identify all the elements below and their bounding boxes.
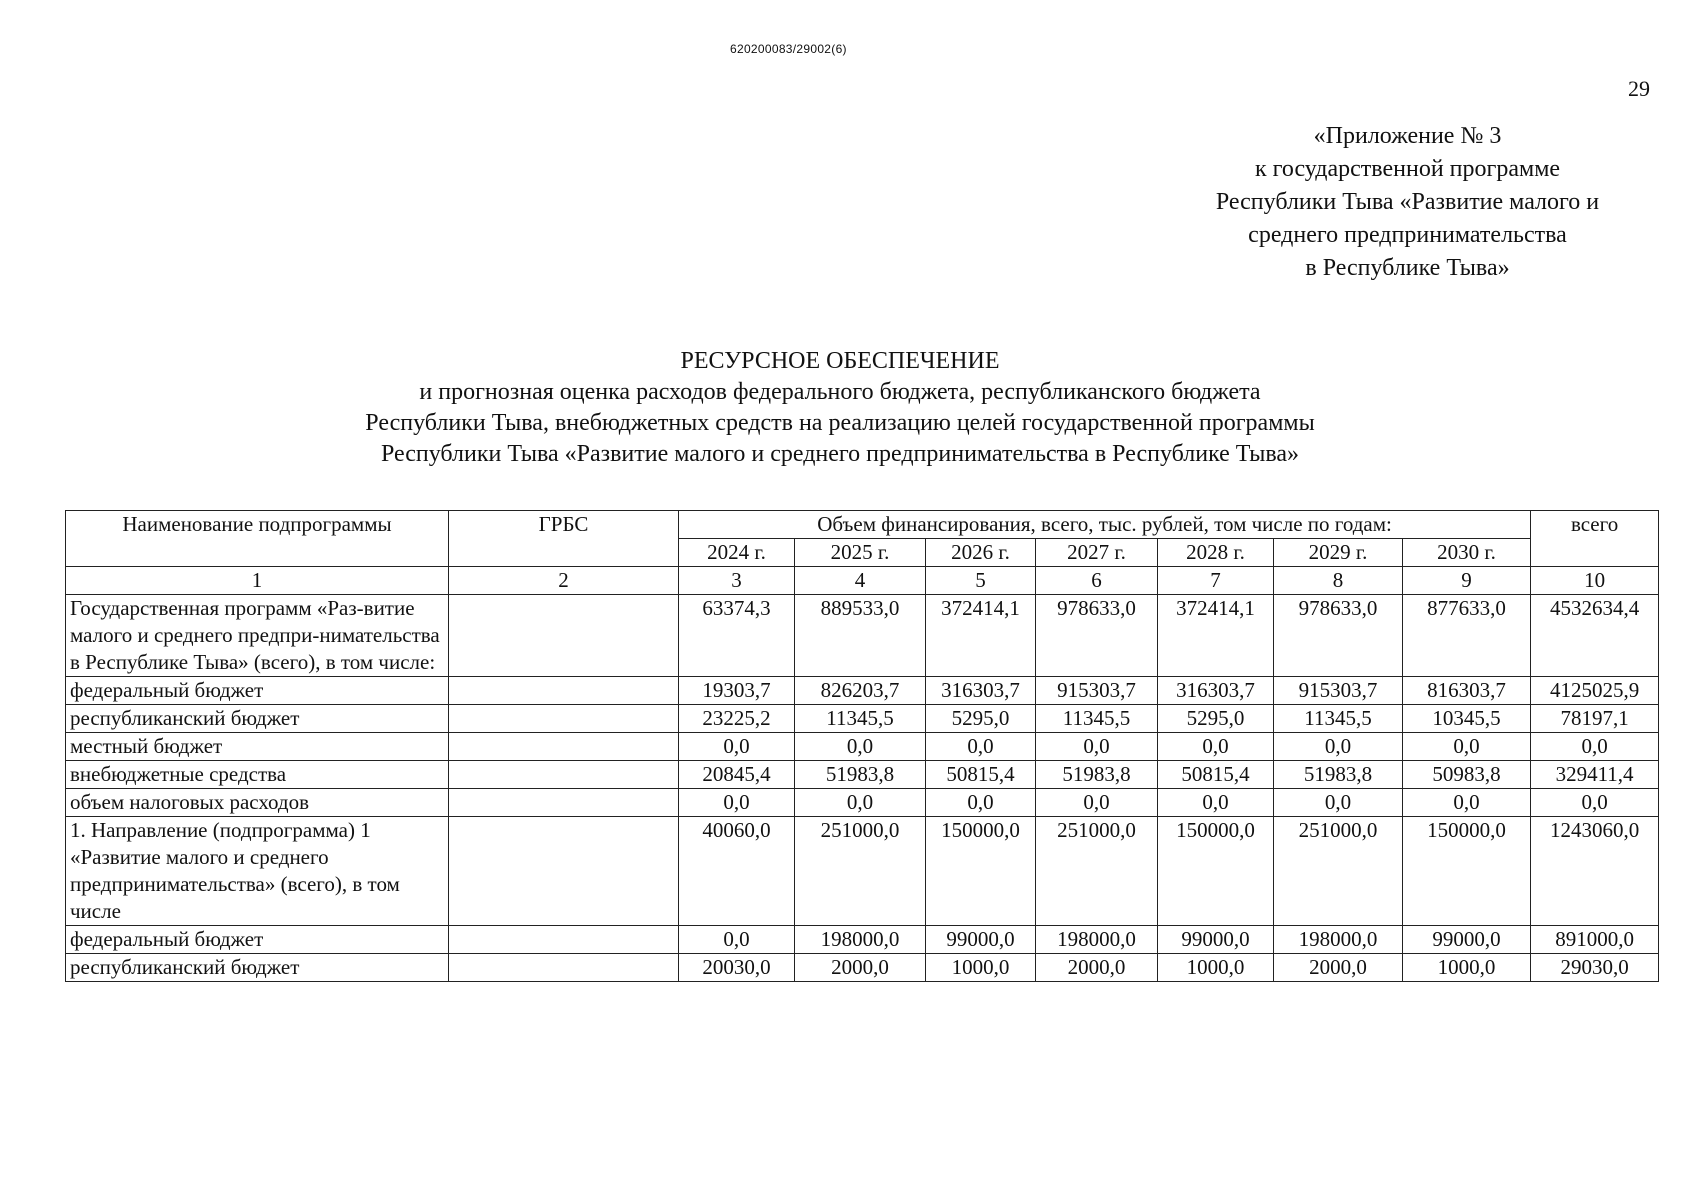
row-value: 0,0	[1158, 789, 1274, 817]
row-value: 1000,0	[1403, 954, 1531, 982]
column-index: 7	[1158, 567, 1274, 595]
row-value: 0,0	[926, 733, 1036, 761]
header-grbs: ГРБС	[449, 511, 679, 567]
table-row	[66, 761, 1659, 789]
row-value: 150000,0	[1158, 817, 1274, 926]
row-total: 78197,1	[1531, 705, 1659, 733]
page-number: 29	[1628, 76, 1650, 101]
row-value: 0,0	[1158, 733, 1274, 761]
row-total: 4125025,9	[1531, 677, 1659, 705]
row-grbs	[449, 817, 679, 926]
row-total: 1243060,0	[1531, 817, 1659, 926]
row-grbs	[449, 761, 679, 789]
row-total: 0,0	[1531, 733, 1659, 761]
row-value: 50983,8	[1403, 761, 1531, 789]
title-heading: РЕСУРСНОЕ ОБЕСПЕЧЕНИЕ	[680, 348, 1000, 374]
header-total: всего	[1531, 511, 1659, 567]
row-total: 29030,0	[1531, 954, 1659, 982]
row-value: 0,0	[1274, 789, 1403, 817]
row-value: 251000,0	[795, 817, 926, 926]
header-year: 2028 г.	[1158, 539, 1274, 567]
header-year: 2027 г.	[1036, 539, 1158, 567]
row-name: федеральный бюджет	[66, 677, 449, 705]
row-value: 251000,0	[1274, 817, 1403, 926]
row-value: 316303,7	[926, 677, 1036, 705]
row-name: федеральный бюджет	[66, 926, 449, 954]
row-value: 40060,0	[679, 817, 795, 926]
table-row	[66, 954, 1659, 982]
row-value: 978633,0	[1274, 595, 1403, 677]
row-value: 0,0	[1036, 733, 1158, 761]
header-year: 2026 г.	[926, 539, 1036, 567]
row-name: республиканский бюджет	[66, 705, 449, 733]
row-value: 915303,7	[1274, 677, 1403, 705]
row-value: 2000,0	[795, 954, 926, 982]
row-value: 198000,0	[795, 926, 926, 954]
table-row	[66, 595, 1659, 677]
row-total: 0,0	[1531, 789, 1659, 817]
appendix-line: к государственной программе	[1254, 156, 1561, 182]
title-line: Республики Тыва «Развитие малого и среднего предпринимательства в Республике Тыва»	[380, 441, 1300, 467]
header-year: 2025 г.	[795, 539, 926, 567]
row-value: 826203,7	[795, 677, 926, 705]
column-index-row	[66, 567, 1659, 595]
row-grbs	[449, 595, 679, 677]
row-value: 889533,0	[795, 595, 926, 677]
row-value: 0,0	[679, 926, 795, 954]
row-value: 372414,1	[1158, 595, 1274, 677]
row-value: 198000,0	[1036, 926, 1158, 954]
row-value: 0,0	[1036, 789, 1158, 817]
row-value: 0,0	[926, 789, 1036, 817]
row-value: 11345,5	[1036, 705, 1158, 733]
row-value: 877633,0	[1403, 595, 1531, 677]
column-index: 5	[926, 567, 1036, 595]
row-value: 0,0	[795, 733, 926, 761]
row-value: 19303,7	[679, 677, 795, 705]
row-total: 329411,4	[1531, 761, 1659, 789]
row-value: 10345,5	[1403, 705, 1531, 733]
row-grbs	[449, 677, 679, 705]
row-value: 0,0	[679, 789, 795, 817]
row-value: 23225,2	[679, 705, 795, 733]
appendix-header	[1185, 120, 1630, 285]
row-value: 51983,8	[1036, 761, 1158, 789]
row-grbs	[449, 926, 679, 954]
row-name: местный бюджет	[66, 733, 449, 761]
row-value: 816303,7	[1403, 677, 1531, 705]
column-index: 2	[449, 567, 679, 595]
row-name: внебюджетные средства	[66, 761, 449, 789]
header-year: 2024 г.	[679, 539, 795, 567]
column-index: 8	[1274, 567, 1403, 595]
row-value: 99000,0	[1158, 926, 1274, 954]
row-name: объем налоговых расходов	[66, 789, 449, 817]
row-grbs	[449, 733, 679, 761]
column-index: 9	[1403, 567, 1531, 595]
document-title	[190, 346, 1490, 470]
column-index: 10	[1531, 567, 1659, 595]
appendix-line: среднего предпринимательства	[1248, 222, 1567, 248]
appendix-line: в Республике Тыва»	[1305, 255, 1510, 281]
row-value: 1000,0	[926, 954, 1036, 982]
row-value: 150000,0	[926, 817, 1036, 926]
row-value: 978633,0	[1036, 595, 1158, 677]
row-value: 50815,4	[926, 761, 1036, 789]
row-total: 891000,0	[1531, 926, 1659, 954]
table-row	[66, 677, 1659, 705]
row-value: 63374,3	[679, 595, 795, 677]
row-grbs	[449, 954, 679, 982]
row-grbs	[449, 705, 679, 733]
row-value: 0,0	[1274, 733, 1403, 761]
header-name: Наименование подпрограммы	[66, 511, 449, 567]
row-value: 0,0	[795, 789, 926, 817]
row-value: 50815,4	[1158, 761, 1274, 789]
appendix-line: Республики Тыва «Развитие малого и	[1215, 189, 1600, 215]
row-value: 0,0	[1403, 789, 1531, 817]
row-value: 20030,0	[679, 954, 795, 982]
table-row	[66, 733, 1659, 761]
header-year: 2029 г.	[1274, 539, 1403, 567]
table-row	[66, 705, 1659, 733]
header-year: 2030 г.	[1403, 539, 1531, 567]
column-index: 1	[66, 567, 449, 595]
row-value: 0,0	[1403, 733, 1531, 761]
row-value: 2000,0	[1274, 954, 1403, 982]
row-value: 198000,0	[1274, 926, 1403, 954]
row-name: Государственная программ «Раз-витие малого и среднего предпри-нимательства в Республике Тыва» (всего), в том числе:	[66, 595, 449, 677]
row-value: 51983,8	[1274, 761, 1403, 789]
row-value: 20845,4	[679, 761, 795, 789]
row-value: 0,0	[679, 733, 795, 761]
table-row	[66, 926, 1659, 954]
appendix-line: «Приложение № 3	[1313, 123, 1502, 149]
table-row	[66, 817, 1659, 926]
document-id: 620200083/29002(6)	[730, 42, 847, 56]
row-grbs	[449, 789, 679, 817]
title-line: и прогнозная оценка расходов федерального бюджета, республиканского бюджета	[419, 379, 1261, 405]
row-name: республиканский бюджет	[66, 954, 449, 982]
row-total: 4532634,4	[1531, 595, 1659, 677]
row-value: 316303,7	[1158, 677, 1274, 705]
row-value: 251000,0	[1036, 817, 1158, 926]
column-index: 6	[1036, 567, 1158, 595]
row-value: 5295,0	[926, 705, 1036, 733]
row-value: 99000,0	[926, 926, 1036, 954]
row-value: 2000,0	[1036, 954, 1158, 982]
row-value: 99000,0	[1403, 926, 1531, 954]
row-value: 1000,0	[1158, 954, 1274, 982]
row-value: 915303,7	[1036, 677, 1158, 705]
resource-table	[65, 510, 1659, 982]
row-name: 1. Направление (подпрограмма) 1 «Развитие малого и среднего предпринимательства» (всего), в том числе	[66, 817, 449, 926]
table-row	[66, 789, 1659, 817]
row-value: 11345,5	[1274, 705, 1403, 733]
column-index: 4	[795, 567, 926, 595]
row-value: 51983,8	[795, 761, 926, 789]
row-value: 5295,0	[1158, 705, 1274, 733]
row-value: 150000,0	[1403, 817, 1531, 926]
column-index: 3	[679, 567, 795, 595]
title-line: Республики Тыва, внебюджетных средств на реализацию целей государственной программы	[365, 410, 1315, 436]
row-value: 11345,5	[795, 705, 926, 733]
row-value: 372414,1	[926, 595, 1036, 677]
header-funding: Объем финансирования, всего, тыс. рублей, том числе по годам:	[679, 511, 1531, 539]
